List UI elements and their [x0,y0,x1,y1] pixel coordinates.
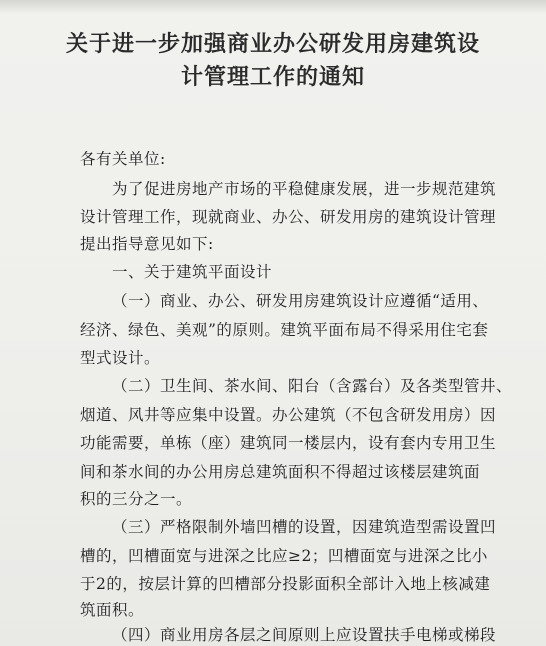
paragraph-line: 设计管理工作，现就商业、办公、研发用房的建筑设计管理 [80,208,497,226]
paper-fold-shadow [0,0,546,14]
paragraph-line: 为了促进房地产市场的平稳健康发展，进一步规范建筑 [112,180,497,198]
paragraph-line: （四）商业用房各层之间原则上应设置扶手电梯或梯段 [112,626,497,644]
paragraph-line: 积的三分之一。 [80,490,193,508]
paragraph-line: 槽的，凹槽面宽与进深之比应≥2；凹槽面宽与进深之比小 [80,547,488,565]
salutation: 各有关单位: [80,150,166,168]
paragraph-line: 间和茶水间的办公用房总建筑面积不得超过该楼层建筑面 [80,463,481,481]
paragraph-line: 烟道、风井等应集中设置。办公建筑（不包含研发用房）因 [80,406,497,424]
section-heading: 一、关于建筑平面设计 [112,263,273,281]
paragraph-line: 提出指导意见如下: [80,235,214,253]
paragraph-line: 经济、绿色、美观”的原则。建筑平面布局不得采用住宅套 [80,321,489,339]
paragraph-line: 于2的，按层计算的凹槽部分投影面积全部计入地上核减建 [80,575,491,593]
paragraph-line: 型式设计。 [80,349,161,367]
paragraph-line: 筑面积。 [80,601,145,619]
document-title-line-1: 关于进一步加强商业办公研发用房建筑设 [65,31,480,57]
paragraph-line: （一）商业、办公、研发用房建筑设计应遵循“适用、 [112,292,489,310]
document-title-line-2: 计管理工作的通知 [180,64,365,90]
paragraph-line: （二）卫生间、茶水间、阳台（含露台）及各类型管井、 [112,377,513,395]
paragraph-line: 功能需要，单栋（座）建筑同一楼层内，设有套内专用卫生 [80,434,497,452]
paragraph-line: （三）严格限制外墙凹槽的设置，因建筑造型需设置凹 [112,518,497,536]
